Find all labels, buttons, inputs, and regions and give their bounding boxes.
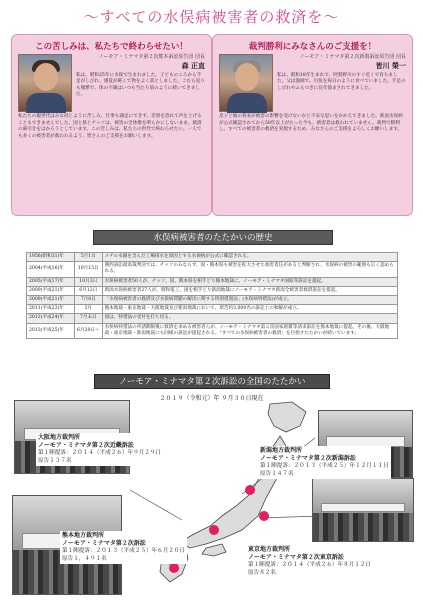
testimonial-card-right [212, 34, 413, 216]
page-title: ～すべての水俣病被害者の救済を～ [83, 8, 340, 26]
table-row: 2013(平成25)年 6月20日～ 水俣病特措法の申請期限後に救済を求める被害者らが、ノーモア・ミナマタ第２次国家賠償等請求訴訟を熊本地裁に提起。その後、大阪地裁・東京地裁・新潟地裁にも同様の訴訟が提起される。「すべての水俣病被害者の救済」を目指すたたかいが続いています。 [27, 323, 398, 338]
table-row: 2009(平成21)年 6月12日 新潟水俣病被害者27人が、昭和電工、国を相手どり新潟地裁にノーモア・ミナマタ新潟全被害者救済訴訟を提起。 [27, 286, 398, 295]
card-text: 私は、昭和25年に水俣で生まれました。子どものころから手足がしびれ、感覚が鈍くて物をよく落としました。こむら返りも頻繁で、体の不調はいつも当たり前のように続いてきました。 [76, 72, 205, 98]
court-label-niigata: 新潟地方裁判所 ノーモア・ミナマタ第２次新潟訴訟 第１陣提訴：２０１３（平成２５）年１２月１１日 原告１４７名 [258, 446, 391, 479]
card-name: 皆川 榮一 [375, 60, 406, 70]
card-text: 息子と娘の将来が被害の影響を受けないかと不安な思いをかかえてきました。新潟水俣病が公式確認されてから50年以上がたった今も、被害者は救われていません。裁判で勝利し、すべての被害者の救済を実現するため、みなさんのご支援をよろしくお願いします。 [219, 114, 403, 133]
table-row: 2009(平成21)年 7月8日 「水俣病被害者の救済及び水俣病問題の解決に関する特別措置法」(水俣病特措法)が成立。 [27, 295, 398, 304]
card-text: 私たちの親世代はみな同じように苦しみ、仕事も満足にできず、差別を恐れて声を上げることもできませんでした。国と県とチッソは、被害の全体像を明らかにしないまま、救済の幕引きをはかろうとしています。この苦しみは、私たちの世代で終わらせたい。一人でも多くの被害者が救われるよう、皆さんのご支援をお願いします。 [18, 114, 202, 139]
portrait-photo [18, 54, 72, 112]
court-label-kumamoto: 熊本地方裁判所 ノーモア・ミナマタ第２次訴訟 第１陣提訴：２０１３（平成２５）年６月２０日 原告１，４９１名 [60, 531, 187, 564]
as-of-date: ２０１９（令和元）年 ９月３０日現在 [159, 395, 264, 402]
card-name: 森 正直 [181, 60, 205, 70]
table-row: 2005(平成17)年 10月3日 水俣病被害者50人が、チッソ、国、熊本県を相手どり熊本地裁に、ノーモア・ミナマタ国賠等訴訟を提起。 [27, 277, 398, 286]
history-section-title: 水俣病被害者のたたかいの歴史 [93, 230, 333, 245]
card-subtitle: ノーモア・ミナマタ第２次熊本訴訟原告団 団長 [98, 54, 205, 60]
card-text: 私は、昭和18年生まれで、阿賀野川のすぐ近くで育ちました。父は漁師で、川魚を毎日のように食べていました。手足のしびれやふらつきに長年悩まされてきました。 [277, 72, 406, 91]
card-heading: 裁判勝利にみなさんのご支援を！ [248, 42, 377, 52]
table-row: 1956(昭和31)年 5月1日 メチル水銀を含んだ工場排水を原因とする水俣病が公式に確認される。 [27, 253, 398, 262]
card-subtitle: ノーモア・ミナマタ第２次新潟訴訟原告団 団長 [299, 54, 406, 60]
portrait-photo [219, 54, 273, 112]
table-row: 2004(平成16)年 10月15日 関西訴訟最高裁判決では、チッソのみならず、国・熊本県も被害を拡大させた加害責任があると判断され、水俣病の被害の範囲も広く認められる。 [27, 262, 398, 277]
testimonial-card-left [11, 34, 212, 216]
court-label-osaka: 大阪地方裁判所 ノーモア・ミナマタ第２次近畿訴訟 第１陣提訴：２０１４（平成２６）年９月２９日 原告１３７名 [36, 433, 163, 466]
table-row: 2011(平成23)年 3月 熊本地裁・東京地裁・大阪地裁及び新潟地裁において、原告約3,000名の訴訟上の和解が成立。 [27, 305, 398, 314]
history-table [26, 252, 398, 339]
court-label-tokyo: 東京地方裁判所 ノーモア・ミナマタ第２次東京訴訟 第１陣提訴：２０１４（平成２６）年８月１２日 原告８２名 [246, 545, 373, 578]
lawsuits-section-title: ノーモア・ミナマタ第２次訴訟の全国のたたかい [94, 374, 330, 389]
table-row: 2012(平成24)年 7月末日 国は、特措法の受付を打ち切る。 [27, 314, 398, 323]
card-heading: この苦しみは、私たちで終わらせたい！ [35, 42, 188, 52]
